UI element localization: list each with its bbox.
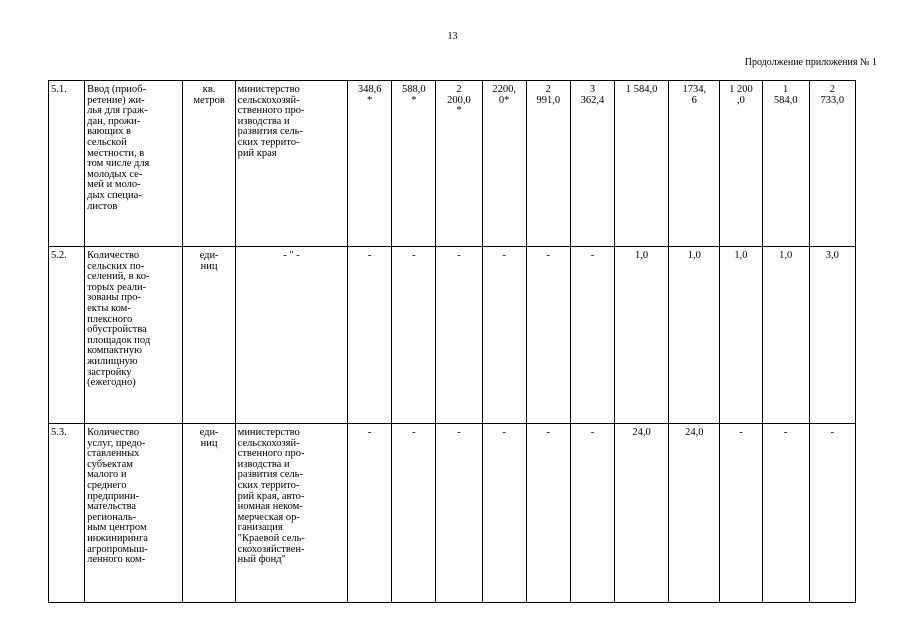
unit-cell: кв. метров [183,81,235,247]
value-cell: 1,0 [669,247,720,424]
executor-cell: - " - [235,247,347,424]
executor-cell: министерство сельскохозяй- ственного про- изводства и развития сель- ских террито- рий края [235,81,347,247]
table-row [49,247,856,424]
unit-cell: еди- ниц [183,247,235,424]
indicator-name: Количество сельских по- селений, в ко- торых реали- зованы про- екты ком- плексного обустройства площадок под компактную жилищную застройку (ежегодно) [85,247,183,424]
value-cell: - [482,424,526,603]
value-cell: - [762,424,809,603]
value-cell: - [526,247,570,424]
value-cell: 1,0 [762,247,809,424]
value-cell: - [436,424,482,603]
value-cell: - [482,247,526,424]
table-row [49,81,856,247]
value-cell: 24,0 [669,424,720,603]
indicator-name: Количество услуг, предо- ставленных субъектам малого и среднего предприни- мательства региональ- ным центром инжиниринга агропромыш- ленного ком- [85,424,183,603]
value-cell: - [348,247,392,424]
page-number: 13 [447,31,458,42]
value-cell: 2 200,0 * [436,81,482,247]
value-cell: - [570,247,614,424]
value-cell: - [809,424,855,603]
value-cell: 1 584,0 [762,81,809,247]
value-cell: 588,0 * [392,81,436,247]
continuation-label: Продолжение приложения № 1 [744,57,877,68]
value-cell: 3 362,4 [570,81,614,247]
value-cell: - [436,247,482,424]
data-table [48,80,856,603]
value-cell: - [348,424,392,603]
value-cell: 1734, 6 [669,81,720,247]
value-cell: 3,0 [809,247,855,424]
value-cell: 2200, 0* [482,81,526,247]
value-cell: 1,0 [720,247,762,424]
unit-cell: еди- ниц [183,424,235,603]
value-cell: 24,0 [615,424,669,603]
value-cell: - [570,424,614,603]
value-cell: - [526,424,570,603]
value-cell: - [392,424,436,603]
row-number: 5.1. [49,81,85,247]
table-row [49,424,856,603]
executor-cell: министерство сельскохозяй- ственного про- изводства и развития сель- ских террито- рий края, авто- номная неком- мерческая ор- ганизация "Краевой сель- скохозяйствен- ный фонд" [235,424,347,603]
value-cell: 2 733,0 [809,81,855,247]
value-cell: - [720,424,762,603]
value-cell: 2 991,0 [526,81,570,247]
value-cell: 348,6 * [348,81,392,247]
value-cell: 1 200 ,0 [720,81,762,247]
row-number: 5.2. [49,247,85,424]
row-number: 5.3. [49,424,85,603]
indicator-name: Ввод (приоб- ретение) жи- лья для граж- дан, прожи- вающих в сельской местности, в том числе для молодых се- мей и моло- дых специа- листов [85,81,183,247]
value-cell: 1,0 [615,247,669,424]
value-cell: - [392,247,436,424]
value-cell: 1 584,0 [615,81,669,247]
